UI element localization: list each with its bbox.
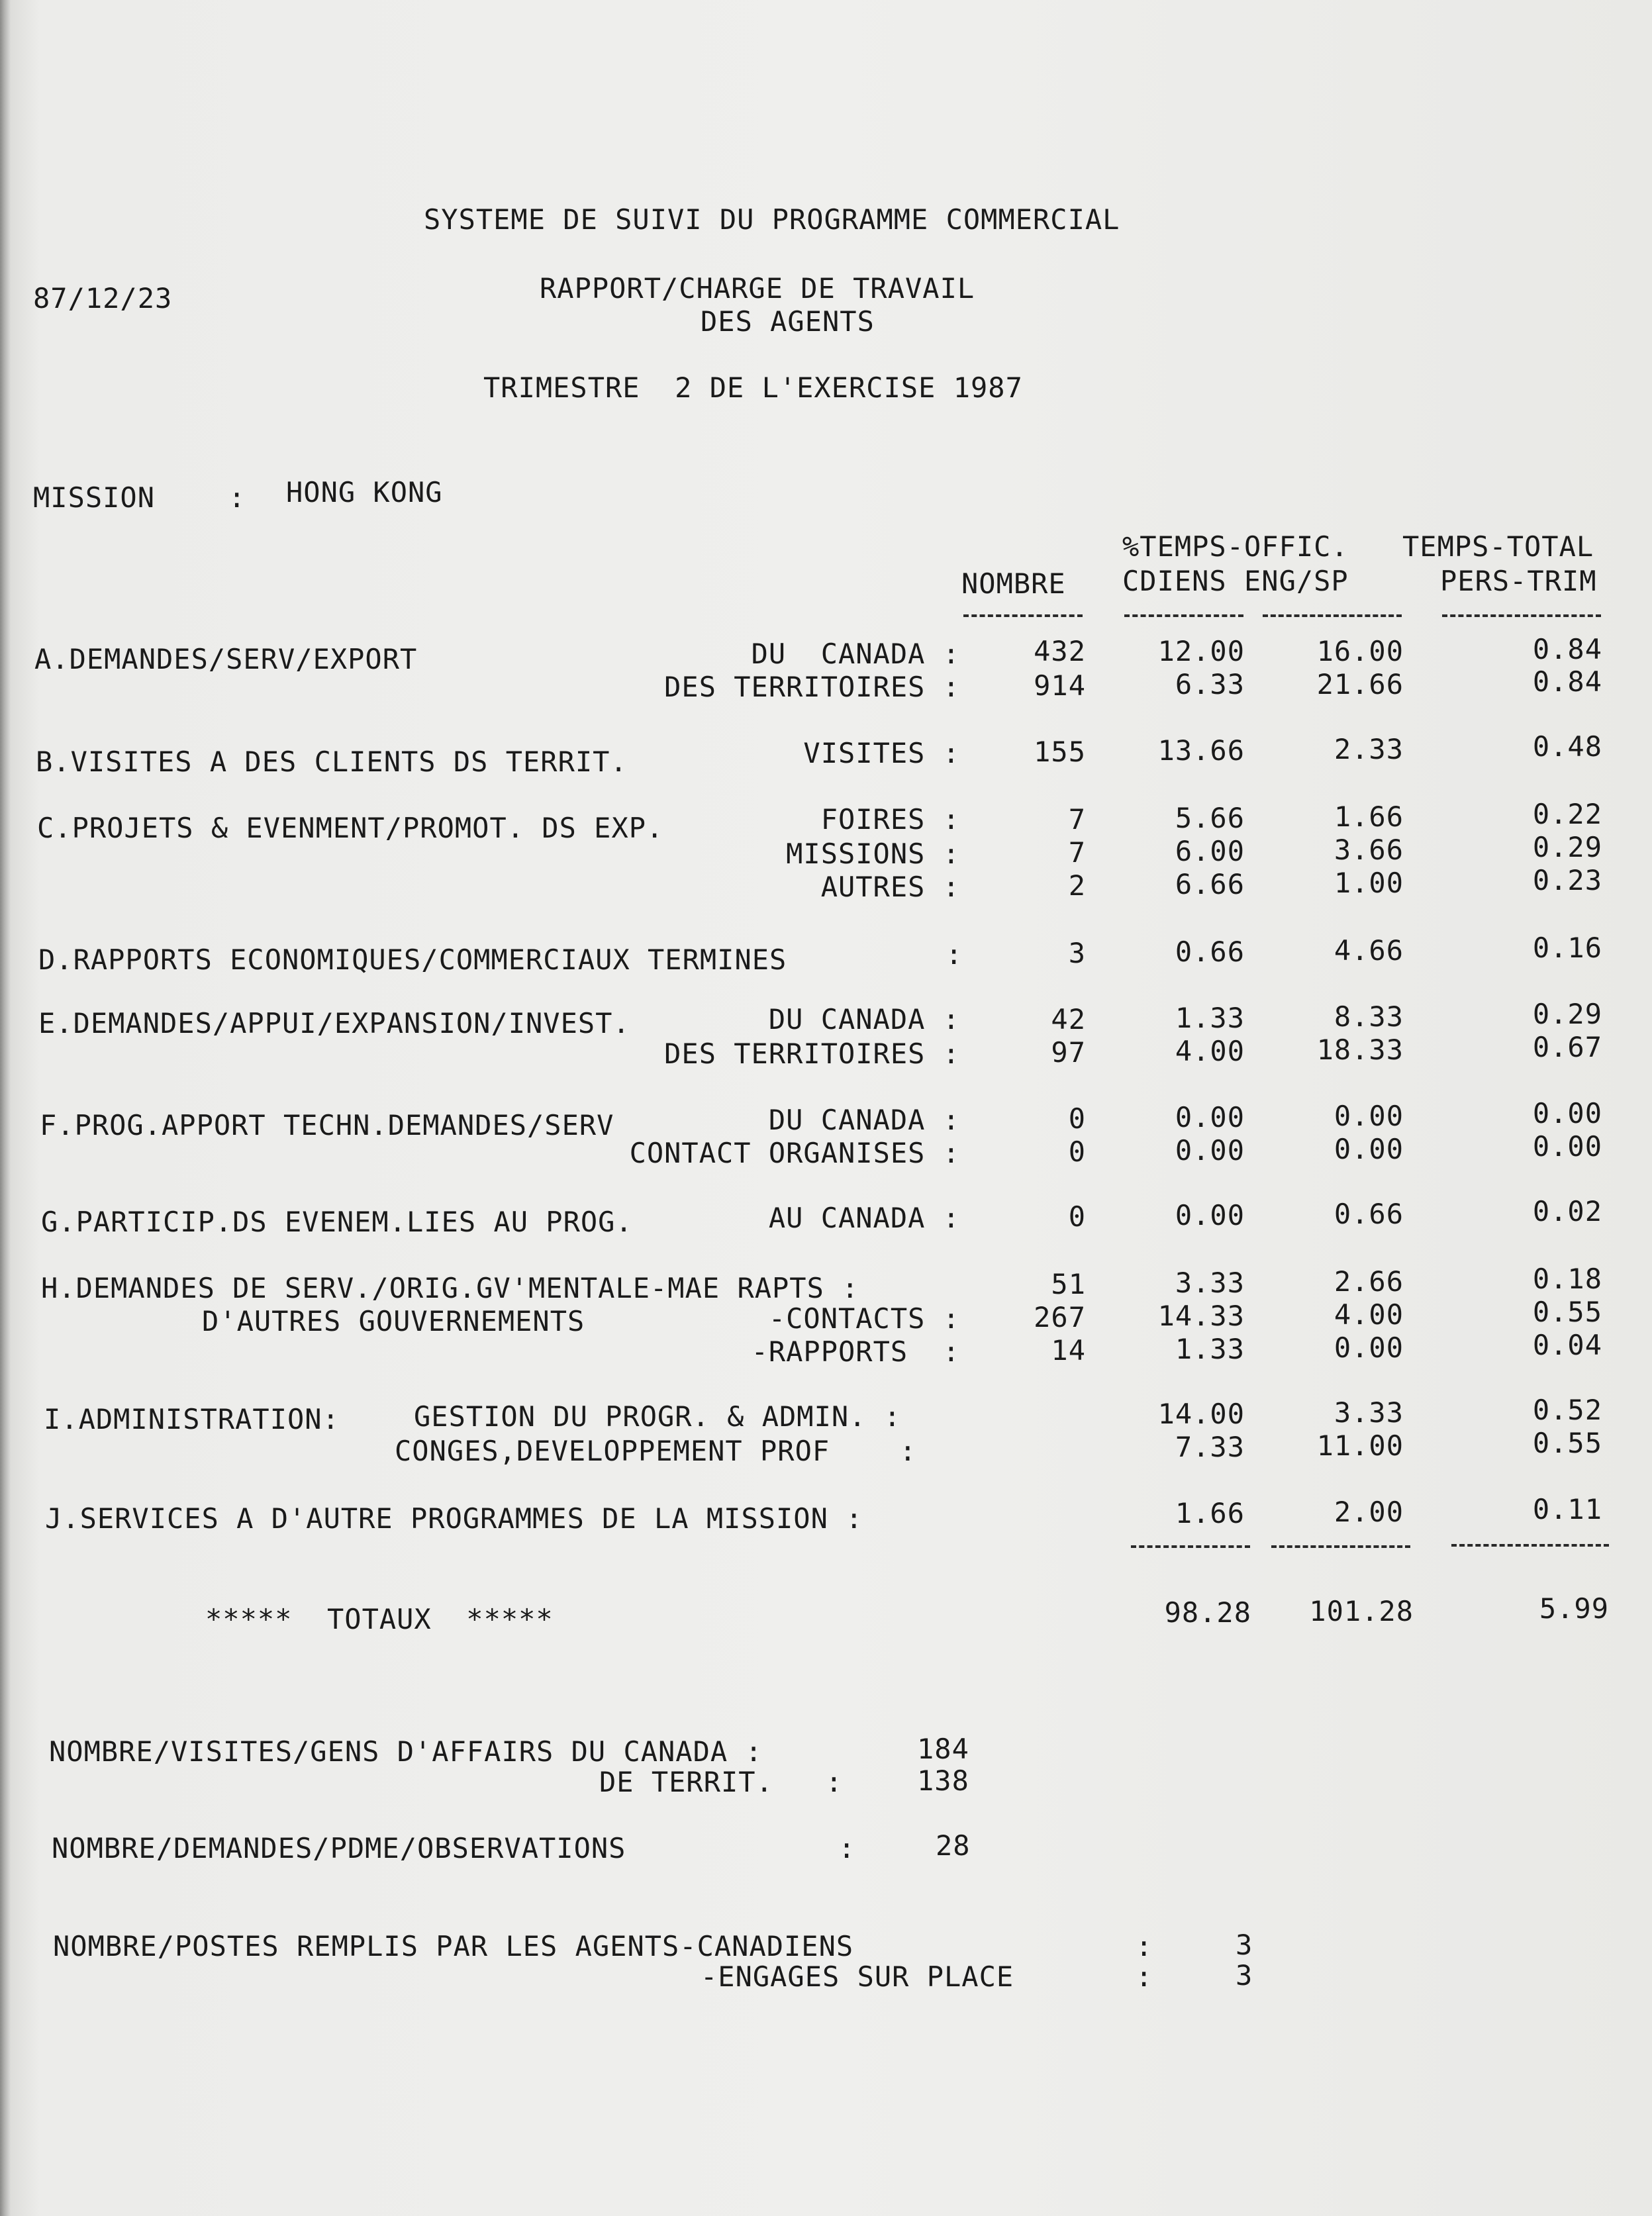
row-nombre: 14 <box>1051 1334 1086 1367</box>
summary-visits-canada-label: NOMBRE/VISITES/GENS D'AFFAIRS DU CANADA : <box>49 1735 763 1768</box>
row-nombre: 7 <box>1068 803 1086 836</box>
row-cdiens: 6.66 <box>1175 868 1245 900</box>
row-total: 0.29 <box>1532 831 1602 863</box>
row-engsp: 2.00 <box>1334 1496 1404 1528</box>
summary-pdme-sep: : <box>838 1832 856 1864</box>
row-sub: DU CANADA : <box>768 1003 960 1036</box>
system-title: SYSTEME DE SUIVI DU PROGRAMME COMMERCIAL <box>424 203 1120 236</box>
row-total: 0.55 <box>1532 1296 1602 1328</box>
totals-engsp: 101.28 <box>1309 1595 1414 1627</box>
row-label: E.DEMANDES/APPUI/EXPANSION/INVEST. <box>38 1007 630 1039</box>
row-engsp: 3.66 <box>1334 834 1404 866</box>
row-nombre: 914 <box>1034 669 1086 702</box>
row-label: G.PARTICIP.DS EVENEM.LIES AU PROG. <box>41 1206 633 1238</box>
row-total: 0.04 <box>1532 1329 1602 1361</box>
row-cdiens: 3.33 <box>1175 1267 1245 1299</box>
row-label: J.SERVICES A D'AUTRE PROGRAMMES DE LA MISSION : <box>45 1502 863 1535</box>
row-total: 0.48 <box>1532 730 1602 763</box>
row-cdiens: 0.66 <box>1175 936 1245 968</box>
row-engsp: 2.33 <box>1334 733 1404 765</box>
row-sub: FOIRES : <box>820 803 960 836</box>
page-edge-shadow <box>0 0 11 2216</box>
row-label: B.VISITES A DES CLIENTS DS TERRIT. <box>36 746 628 778</box>
row-total: 0.29 <box>1532 998 1602 1030</box>
col-divider-engsp <box>1263 614 1402 617</box>
row-engsp: 16.00 <box>1316 635 1404 667</box>
row-label: D.RAPPORTS ECONOMIQUES/COMMERCIAUX TERMINES <box>38 943 787 976</box>
summary-postes-canadiens-label: NOMBRE/POSTES REMPLIS PAR LES AGENTS-CANADIENS <box>53 1930 854 1962</box>
row-engsp: 0.66 <box>1334 1198 1404 1230</box>
row-nombre: 97 <box>1051 1036 1086 1069</box>
row-total: 0.00 <box>1532 1130 1602 1163</box>
row-engsp: 11.00 <box>1316 1429 1404 1462</box>
summary-postes-engages-value: 3 <box>1236 1959 1253 1992</box>
totals-divider-cdiens <box>1131 1545 1250 1548</box>
summary-visits-canada-value: 184 <box>917 1733 969 1765</box>
row-engsp: 4.66 <box>1334 934 1404 967</box>
row-total: 0.11 <box>1532 1493 1602 1525</box>
row-sub: CONTACT ORGANISES : <box>629 1137 960 1169</box>
summary-postes-engages-sep: : <box>1136 1960 1153 1993</box>
row-nombre: 0 <box>1068 1200 1086 1233</box>
row-sub: DES TERRITOIRES : <box>664 1037 960 1070</box>
col-divider-total <box>1442 614 1601 617</box>
row-total: 0.16 <box>1532 932 1602 964</box>
report-date: 87/12/23 <box>33 282 173 314</box>
row-cdiens: 1.66 <box>1175 1497 1245 1529</box>
row-engsp: 0.00 <box>1334 1133 1404 1165</box>
report-title-line-1: RAPPORT/CHARGE DE TRAVAIL <box>540 272 975 305</box>
row-engsp: 21.66 <box>1316 668 1404 700</box>
row-nombre: 7 <box>1068 836 1086 869</box>
row-total: 0.84 <box>1532 665 1602 698</box>
row-total: 0.52 <box>1532 1394 1602 1426</box>
row-engsp: 3.33 <box>1334 1396 1404 1429</box>
row-sub: GESTION DU PROGR. & ADMIN. : <box>414 1400 902 1433</box>
col-header-cdiens-engsp: CDIENS ENG/SP <box>1122 565 1349 597</box>
row-total: 0.55 <box>1532 1427 1602 1459</box>
row-cdiens: 7.33 <box>1175 1431 1245 1463</box>
report-period: TRIMESTRE 2 DE L'EXERCISE 1987 <box>483 371 1023 404</box>
row-total: 0.00 <box>1532 1097 1602 1130</box>
row-nombre: 42 <box>1051 1003 1086 1036</box>
col-header-pers-trim: PERS-TRIM <box>1440 565 1597 597</box>
report-title-line-2: DES AGENTS <box>701 305 875 338</box>
totals-cdiens: 98.28 <box>1164 1596 1251 1629</box>
row-nombre: 0 <box>1068 1102 1086 1135</box>
col-header-nombre: NOMBRE <box>961 567 1066 600</box>
row-cdiens: 6.33 <box>1175 668 1245 700</box>
row-total: 0.22 <box>1532 798 1602 830</box>
row-cdiens: 0.00 <box>1175 1101 1245 1133</box>
row-sub: AU CANADA : <box>768 1202 960 1234</box>
row-nombre: 2 <box>1068 869 1086 902</box>
row-engsp: 8.33 <box>1334 1000 1404 1033</box>
row-nombre: 3 <box>1068 937 1086 969</box>
totals-divider-engsp <box>1271 1545 1410 1548</box>
row-cdiens: 4.00 <box>1175 1035 1245 1067</box>
row-sub: CONGES,DEVELOPPEMENT PROF : <box>395 1435 917 1467</box>
row-nombre: 267 <box>1034 1301 1086 1333</box>
row-sub: MISSIONS : <box>786 838 960 870</box>
row-engsp: 18.33 <box>1316 1034 1404 1066</box>
row-sub: DU CANADA : <box>751 638 960 670</box>
summary-pdme-label: NOMBRE/DEMANDES/PDME/OBSERVATIONS <box>52 1832 626 1864</box>
row-sub: : <box>946 938 963 971</box>
row-total: 0.23 <box>1532 864 1602 896</box>
row-label: F.PROG.APPORT TECHN.DEMANDES/SERV <box>40 1109 614 1141</box>
col-divider-nombre <box>963 614 1083 617</box>
row-engsp: 0.00 <box>1334 1100 1404 1132</box>
row-label: A.DEMANDES/SERV/EXPORT <box>34 643 418 675</box>
row-cdiens: 0.00 <box>1175 1199 1245 1231</box>
row-sub: -RAPPORTS : <box>751 1335 960 1368</box>
summary-postes-engages-label: -ENGAGES SUR PLACE <box>701 1960 1014 1993</box>
totals-divider-total <box>1451 1544 1609 1547</box>
row-sub: DES TERRITOIRES : <box>664 671 960 703</box>
mission-value: HONG KONG <box>286 476 443 508</box>
summary-pdme-value: 28 <box>936 1829 971 1862</box>
row-cdiens: 6.00 <box>1175 835 1245 867</box>
row-cdiens: 0.00 <box>1175 1134 1245 1167</box>
row-label: I.ADMINISTRATION: <box>44 1403 340 1435</box>
row-total: 0.67 <box>1532 1031 1602 1063</box>
row-engsp: 0.00 <box>1334 1331 1404 1364</box>
row-nombre: 51 <box>1051 1268 1086 1300</box>
row-engsp: 1.00 <box>1334 867 1404 899</box>
row-total: 0.18 <box>1532 1263 1602 1295</box>
row-engsp: 4.00 <box>1334 1298 1404 1331</box>
mission-separator: : <box>228 481 246 514</box>
row-cdiens: 5.66 <box>1175 802 1245 834</box>
row-label: D'AUTRES GOUVERNEMENTS <box>202 1305 585 1337</box>
row-nombre: 432 <box>1034 635 1086 667</box>
row-engsp: 1.66 <box>1334 800 1404 833</box>
mission-label: MISSION <box>33 481 156 514</box>
row-cdiens: 1.33 <box>1175 1002 1245 1034</box>
summary-visits-territ-value: 138 <box>917 1764 969 1797</box>
row-cdiens: 13.66 <box>1157 734 1245 767</box>
row-sub: VISITES : <box>803 737 960 769</box>
summary-postes-canadiens-value: 3 <box>1236 1929 1253 1961</box>
row-sub: -CONTACTS : <box>768 1302 960 1335</box>
row-cdiens: 12.00 <box>1157 635 1245 667</box>
row-cdiens: 14.00 <box>1157 1398 1245 1430</box>
row-label: C.PROJETS & EVENMENT/PROMOT. DS EXP. <box>37 812 664 844</box>
summary-postes-canadiens-sep: : <box>1136 1930 1153 1962</box>
row-total: 0.02 <box>1532 1195 1602 1228</box>
row-nombre: 0 <box>1068 1135 1086 1168</box>
row-label: H.DEMANDES DE SERV./ORIG.GV'MENTALE-MAE RAPTS : <box>41 1272 859 1304</box>
row-cdiens: 14.33 <box>1157 1300 1245 1332</box>
col-divider-cdiens <box>1124 614 1243 617</box>
row-nombre: 155 <box>1034 736 1086 768</box>
row-sub: DU CANADA : <box>768 1104 960 1136</box>
row-engsp: 2.66 <box>1334 1265 1404 1298</box>
totals-total: 5.99 <box>1539 1592 1609 1625</box>
totals-label: ***** TOTAUX ***** <box>205 1603 554 1635</box>
row-total: 0.84 <box>1532 633 1602 665</box>
col-header-temps-total: TEMPS-TOTAL <box>1402 530 1594 563</box>
row-sub: AUTRES : <box>820 871 960 903</box>
summary-visits-territ-label: DE TERRIT. : <box>599 1766 844 1798</box>
col-header-temps-offic: %TEMPS-OFFIC. <box>1122 530 1349 563</box>
row-cdiens: 1.33 <box>1175 1333 1245 1365</box>
